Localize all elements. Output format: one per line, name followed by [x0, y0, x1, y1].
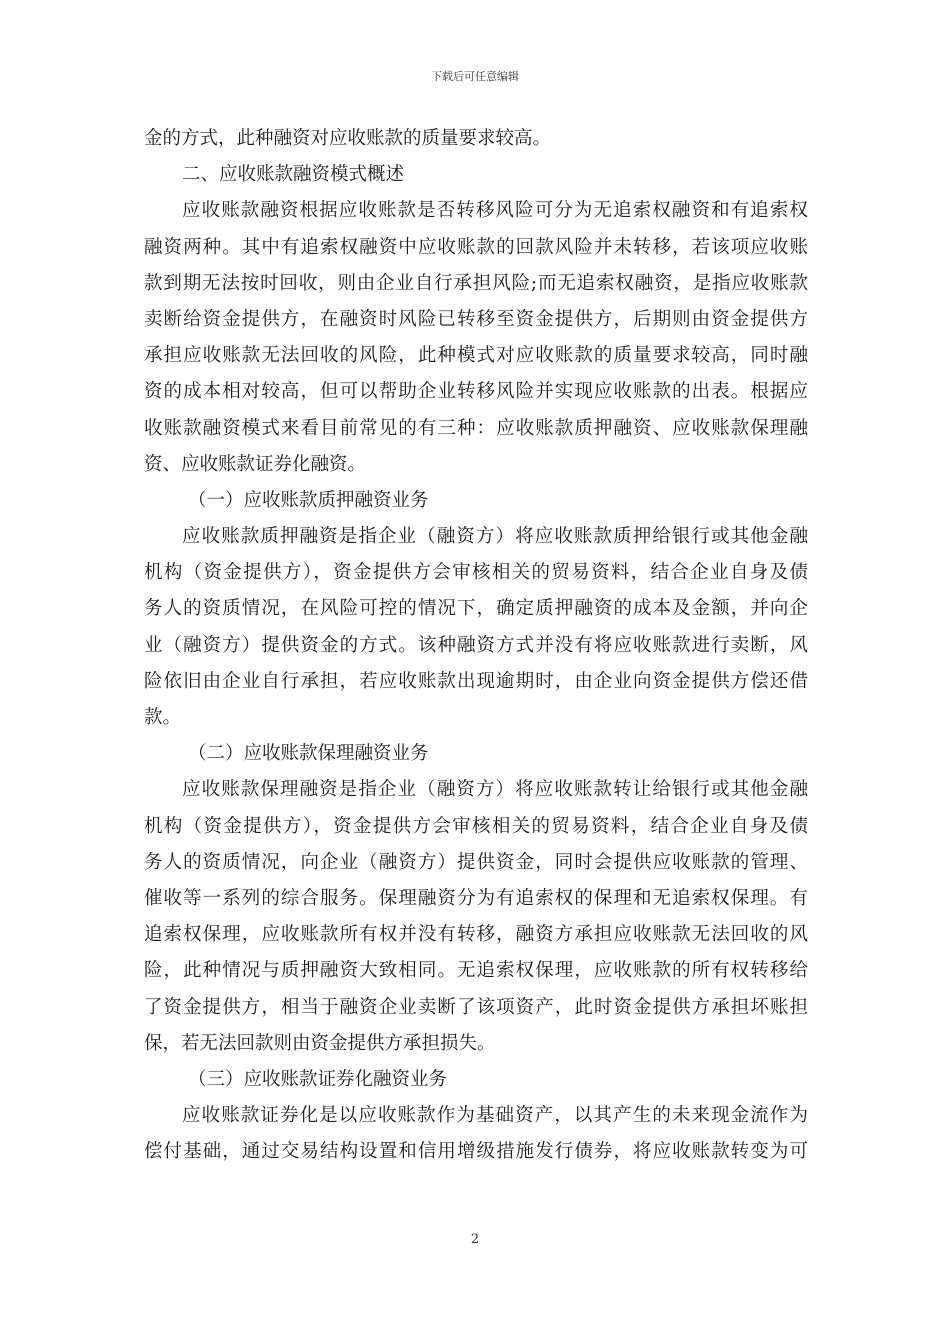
text-line: 卖断给资金提供方，在融资时风险已转移至资金提供方，后期则由资金提供方 — [144, 308, 808, 330]
text-line: 收账款融资模式来看目前常见的有三种：应收账款质押融资、应收账款保理融 — [144, 417, 808, 439]
text-line: 应收账款保理融资是指企业（融资方）将应收账款转让给银行或其他金融 — [182, 779, 808, 801]
page-header: 下载后可任意编辑 — [431, 70, 519, 83]
text-line: 险依旧由企业自行承担，若应收账款出现逾期时，由企业向资金提供方偿还借 — [144, 670, 808, 692]
section-heading: （三）应收账款证券化融资业务 — [188, 1068, 448, 1090]
text-line: 务人的资质情况，在风险可控的情况下，确定质押融资的成本及金额，并向企 — [144, 598, 808, 620]
text-line: 应收账款质押融资是指企业（融资方）将应收账款质押给银行或其他金融 — [182, 526, 808, 548]
text-line: 催收等一系列的综合服务。保理融资分为有追索权的保理和无追索权保理。有 — [144, 887, 808, 909]
text-line: 机构（资金提供方），资金提供方会审核相关的贸易资料，结合企业自身及债 — [144, 562, 808, 584]
text-line: 承担应收账款无法回收的风险，此种模式对应收账款的质量要求较高，同时融 — [144, 345, 808, 367]
text-line: 应收账款证券化是以应收账款作为基础资产，以其产生的未来现金流作为 — [182, 1105, 808, 1127]
text-line: 追索权保理，应收账款所有权并没有转移，融资方承担应收账款无法回收的风 — [144, 924, 808, 946]
page-number: 2 — [470, 1232, 480, 1247]
text-line: 偿付基础，通过交易结构设置和信用增级措施发行债券，将应收账款转变为可 — [144, 1141, 808, 1163]
text-line: 资、应收账款证券化融资。 — [144, 453, 367, 475]
section-heading: （二）应收账款保理融资业务 — [188, 743, 429, 765]
text-line: 融资两种。其中有追索权融资中应收账款的回款风险并未转移，若该项应收账 — [144, 236, 808, 258]
text-line: 险，此种情况与质押融资大致相同。无追索权保理，应收账款的所有权转移给 — [144, 960, 808, 982]
section-heading: 二、应收账款融资模式概述 — [182, 164, 405, 186]
text-line: 应收账款融资根据应收账款是否转移风险可分为无追索权融资和有追索权 — [182, 200, 808, 222]
text-line: 务人的资质情况，向企业（融资方）提供资金，同时会提供应收账款的管理、 — [144, 851, 808, 873]
text-line: 业（融资方）提供资金的方式。该种融资方式并没有将应收账款进行卖断，风 — [144, 634, 808, 656]
section-heading: （一）应收账款质押融资业务 — [188, 489, 429, 511]
text-line: 保，若无法回款则由资金提供方承担损失。 — [144, 1032, 496, 1054]
text-line: 款到期无法按时回收，则由企业自行承担风险;而无追索权融资，是指应收账款 — [144, 272, 808, 294]
text-line: 机构（资金提供方），资金提供方会审核相关的贸易资料，结合企业自身及债 — [144, 815, 808, 837]
text-line: 款。 — [144, 707, 182, 728]
text-line: 资的成本相对较高，但可以帮助企业转移风险并实现应收账款的出表。根据应 — [144, 381, 808, 403]
document-body — [144, 121, 808, 1170]
text-line: 了资金提供方，相当于融资企业卖断了该项资产，此时资金提供方承担坏账担 — [144, 996, 808, 1018]
text-line: 金的方式，此种融资对应收账款的质量要求较高。 — [144, 128, 552, 149]
